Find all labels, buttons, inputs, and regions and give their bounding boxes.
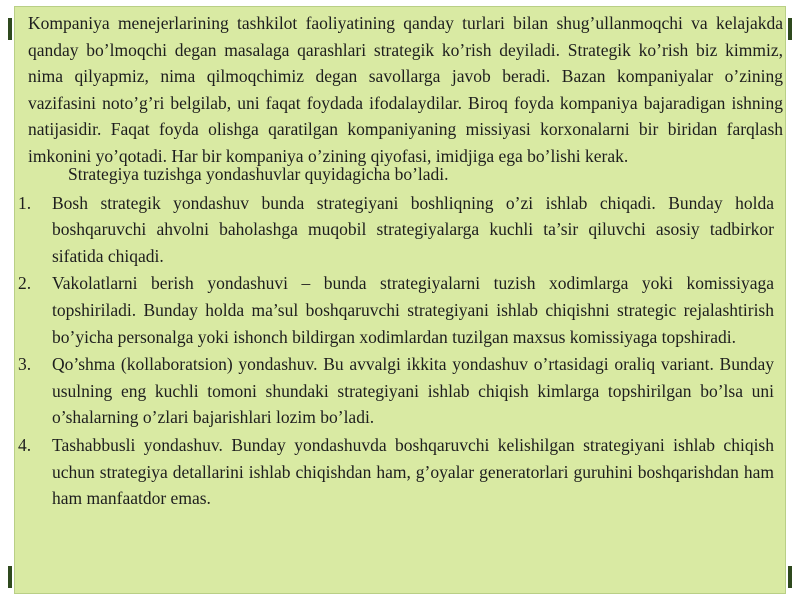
approaches-list [16,190,784,512]
list-item [16,190,784,270]
list-item [16,432,784,512]
list-intro: Strategiya tuzishga yondashuvlar quyidagicha bo’ladi. [68,163,449,184]
right-top-edge-mark [788,18,792,40]
left-bottom-edge-mark [8,566,12,588]
list-item-text: Qo’shma (kollaboratsion) yondashuv. Bu avvalgi ikkita yondashuv o’rtasidagi oraliq variant. Bunday usulning eng kuchli tomoni shundaki strategiyani ishlab chiqish kimlarga topshirilgan bo’lsa uni o’shalarning o’zlari bajarishlari lozim bo’ladi. [52,354,774,428]
list-item-text: Vakolatlarni berish yondashuvi – bunda strategiyalarni tuzish xodimlarga yoki komissiyaga topshiriladi. Bunday holda ma’sul boshqaruvchi strategiyani ishlab chiqishni strategic rejalashtirish bo’yicha personalga yoki ishonch bildirgan xodimlardan tuzilgan maxsus komissiyaga topshiradi. [52,273,774,347]
list-item-text: Tashabbusli yondashuv. Bunday yondashuvda boshqaruvchi kelishilgan strategiyani ishlab chiqish uchun strategiya detallarini ishlab chiqishdan ham, g’oyalar generatorlari guruhini boshqarishdan ham ham manfaatdor emas. [52,434,774,509]
list-item-number: 2. [18,273,32,294]
list-item-text: Bosh strategik yondashuv bunda strategiyani boshliqning o’zi ishlab chiqadi. Bunday holda boshqaruvchi ahvolni baholashga muqobil strategiyalarga kuchli ta’sir qiluvchi asosiy tadbirkor sifatida chiqadi. [52,192,774,266]
list-item [16,270,784,350]
right-bottom-edge-mark [788,566,792,588]
left-top-edge-mark [8,18,12,40]
list-item-number: 3. [18,354,32,375]
document-body [16,10,784,513]
list-item [16,351,784,431]
intro-paragraph: Kompaniya menejerlarining tashkilot faoliyatining qanday turlari bilan shug’ullanmoqchi va kelajakda qanday bo’lmoqchi degan masalaga qarashlari strategik ko’rish deyiladi. Strategik ko’rish biz kimmiz, nima qilyapmiz, nima qilmoqchimiz degan savollarga javob beradi. Bazan kompaniyalar o’zining vazifasini noto’g’ri belgilab, uni faqat foydada ifodalaydilar. Biroq foyda kompaniya bajaradigan ishning natijasidir. Faqat foyda olishga qaratilgan kompaniyaning missiyasi korxonalarni bir biridan farqlash imkonini yo’qotadi. Har bir kompaniya o’zining qiyofasi, imidjiga ega bo’lishi kerak. [28,13,783,166]
list-item-number: 4. [18,434,32,455]
list-item-number: 1. [18,192,32,213]
